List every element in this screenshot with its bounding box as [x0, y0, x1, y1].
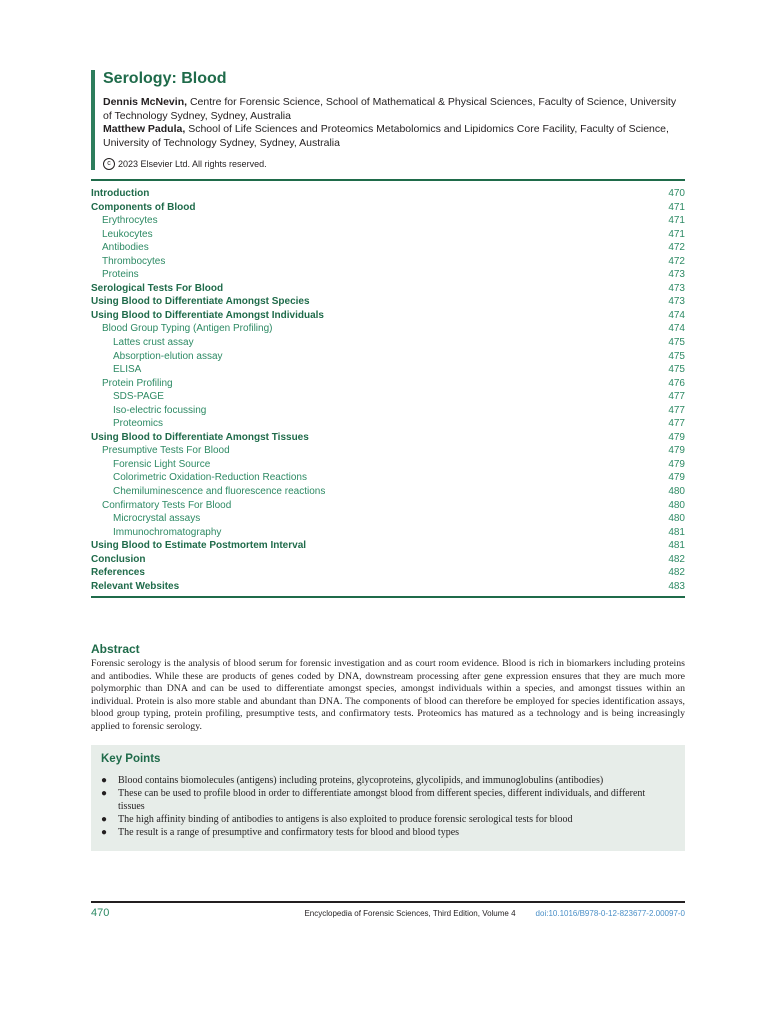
author-affiliation: Centre for Forensic Science, School of Mathematical & Physical Sciences, Faculty of Science, University of Technology Sydney, Sydney, Australia	[103, 96, 677, 122]
toc-entry-page[interactable]: 475	[668, 364, 685, 376]
key-point-item	[101, 813, 673, 826]
toc-entry-label[interactable]: Erythrocytes	[102, 215, 158, 227]
toc-entry-label[interactable]: Immunochromatography	[113, 526, 222, 538]
toc-entry-label[interactable]: Chemiluminescence and fluorescence reactions	[113, 486, 326, 498]
article-header	[91, 70, 685, 170]
toc-entry-page[interactable]: 482	[668, 553, 685, 565]
toc-entry-label[interactable]: SDS-PAGE	[113, 391, 164, 403]
toc-entry[interactable]	[91, 499, 685, 513]
toc-entry-page[interactable]: 476	[668, 377, 685, 389]
toc-entry-page[interactable]: 473	[668, 296, 685, 308]
toc-entry-page[interactable]: 480	[668, 486, 685, 498]
toc-entry-label[interactable]: Forensic Light Source	[113, 458, 211, 470]
toc-entry-label[interactable]: Colorimetric Oxidation-Reduction Reactions	[113, 472, 307, 484]
article-title: Serology: Blood	[103, 70, 227, 87]
toc-entry-page[interactable]: 477	[668, 404, 685, 416]
key-point-text: The high affinity binding of antibodies to antigens is also exploited to produce forensic serological tests for blood	[118, 814, 573, 825]
page-footer	[91, 901, 685, 919]
key-points-heading: Key Points	[101, 753, 161, 765]
bullet-icon: ●	[101, 788, 108, 799]
toc-entry-label[interactable]: Using Blood to Estimate Postmortem Interval	[91, 540, 307, 552]
toc-entry-page[interactable]: 479	[668, 458, 685, 470]
toc-entry-page[interactable]: 477	[668, 391, 685, 403]
toc-entry-label[interactable]: Thrombocytes	[102, 255, 166, 267]
toc-entry[interactable]	[91, 458, 685, 472]
toc-entry-label[interactable]: Introduction	[91, 188, 150, 199]
toc-entry[interactable]	[91, 431, 685, 445]
toc-entry-label[interactable]: Confirmatory Tests For Blood	[102, 499, 232, 511]
key-point-item	[101, 787, 673, 813]
toc-entry-page[interactable]: 479	[668, 472, 685, 484]
toc-entry-label[interactable]: Presumptive Tests For Blood	[102, 445, 230, 457]
toc-entry-label[interactable]: Microcrystal assays	[113, 513, 201, 525]
toc-entry-page[interactable]: 475	[668, 337, 685, 349]
toc-entry-page[interactable]: 471	[668, 228, 685, 240]
toc-entry-page[interactable]: 472	[668, 255, 685, 267]
toc-entry-page[interactable]: 471	[668, 215, 685, 227]
copyright-line	[103, 158, 685, 170]
toc-entry-page[interactable]: 477	[668, 418, 685, 430]
toc-entry[interactable]	[91, 539, 685, 553]
key-point-item	[101, 826, 673, 839]
toc-entry-label[interactable]: Using Blood to Differentiate Amongst Species	[91, 296, 310, 308]
toc-entry-page[interactable]: 470	[668, 188, 685, 199]
toc-entry-label[interactable]: Absorption-elution assay	[113, 350, 223, 362]
toc-entry-page[interactable]: 479	[668, 431, 685, 443]
toc-entry-label[interactable]: Antibodies	[102, 242, 149, 254]
toc-entry-label[interactable]: Using Blood to Differentiate Amongst Tissues	[91, 431, 309, 443]
toc-entry-label[interactable]: Relevant Websites	[91, 580, 180, 592]
key-points-list	[101, 774, 673, 839]
author-name: Matthew Padula,	[103, 123, 186, 135]
page-number: 470	[91, 907, 110, 919]
toc-entry-label[interactable]: Lattes crust assay	[113, 337, 194, 349]
author-affiliation: School of Life Sciences and Proteomics Metabolomics and Lipidomics Core Facility, Faculty of Science, University of Technology Sydney, Sydney, Australia	[103, 123, 669, 149]
toc-entry-label[interactable]: Conclusion	[91, 553, 146, 565]
toc-entry[interactable]	[91, 255, 685, 269]
author-2	[103, 123, 685, 150]
journal-citation: Encyclopedia of Forensic Sciences, Third Edition, Volume 4	[304, 909, 516, 918]
toc-entry-label[interactable]: Components of Blood	[91, 201, 196, 213]
toc-entry[interactable]	[91, 309, 685, 323]
abstract-heading: Abstract	[91, 642, 140, 656]
bullet-icon: ●	[101, 827, 108, 838]
toc-entry[interactable]	[91, 282, 685, 296]
toc-entry-label[interactable]: Protein Profiling	[102, 377, 173, 389]
toc-entry-page[interactable]: 473	[668, 282, 685, 294]
toc-entry[interactable]	[91, 336, 685, 350]
copyright-text: 2023 Elsevier Ltd. All rights reserved.	[118, 159, 267, 169]
doi-link[interactable]: doi:10.1016/B978-0-12-823677-2.00097-0	[535, 909, 685, 918]
toc-entry[interactable]	[91, 512, 685, 526]
toc-entry-label[interactable]: Serological Tests For Blood	[91, 282, 224, 294]
toc-entry-page[interactable]: 483	[668, 580, 685, 592]
toc-entry[interactable]	[91, 580, 685, 594]
toc-entry-page[interactable]: 482	[668, 567, 685, 579]
toc-entry[interactable]	[91, 566, 685, 580]
toc-entry[interactable]	[91, 201, 685, 215]
toc-entry-page[interactable]: 473	[668, 269, 685, 281]
toc-entry-page[interactable]: 480	[668, 499, 685, 511]
key-point-text: The result is a range of presumptive and confirmatory tests for blood and blood types	[118, 827, 460, 838]
abstract-text: Forensic serology is the analysis of blood serum for forensic investigation and as court room evidence. Blood is rich in biomarkers including proteins and antibodies. While these are products of genes coded by DNA, downstream processing after gene expression ensures that they are much more polymorphic than DNA and can be used to differentiate amongst species, amongst individuals within a species, and amongst tissues within an individual. Protein is also more stable and abundant than DNA. The components of blood can therefore be employed for species identification assays, blood group typing, protein profiling, presumptive tests, and confirmatory tests. Proteomics has matured as a technology and is being increasingly applied to forensic serology.	[91, 658, 685, 732]
abstract-section	[91, 642, 685, 734]
toc-entry-label[interactable]: Leukocytes	[102, 228, 153, 240]
author-1	[103, 96, 685, 123]
toc-entry[interactable]	[91, 471, 685, 485]
toc-entry-page[interactable]: 481	[668, 526, 685, 538]
bullet-icon: ●	[101, 775, 108, 786]
toc-entry-page[interactable]: 479	[668, 445, 685, 457]
toc-entry[interactable]	[91, 228, 685, 242]
toc-entry-page[interactable]: 481	[668, 540, 685, 552]
header-accent-bar	[91, 70, 95, 170]
copyright-icon: c	[103, 158, 115, 170]
toc-entry-label[interactable]: References	[91, 567, 145, 579]
toc-entry[interactable]	[91, 553, 685, 567]
toc-entry[interactable]	[91, 295, 685, 309]
toc-entry[interactable]	[91, 214, 685, 228]
toc-entry[interactable]	[91, 268, 685, 282]
toc-entry[interactable]	[91, 350, 685, 364]
toc-entry[interactable]	[91, 485, 685, 499]
toc-entry-label[interactable]: Iso-electric focussing	[113, 404, 207, 416]
toc-entry-page[interactable]: 474	[668, 309, 685, 321]
toc-entry[interactable]	[91, 417, 685, 431]
author-name: Dennis McNevin,	[103, 96, 188, 108]
toc-entry-page[interactable]: 475	[668, 350, 685, 362]
toc-entry[interactable]	[91, 363, 685, 377]
toc-entry-page[interactable]: 474	[668, 323, 685, 335]
toc-entry-label[interactable]: Blood Group Typing (Antigen Profiling)	[102, 323, 273, 335]
toc-entry[interactable]	[91, 187, 685, 201]
toc-entry-label[interactable]: Proteomics	[113, 418, 164, 430]
toc-entry[interactable]	[91, 404, 685, 418]
bullet-icon: ●	[101, 814, 108, 825]
toc-entry-page[interactable]: 480	[668, 513, 685, 525]
table-of-contents	[91, 179, 685, 598]
toc-entry[interactable]	[91, 241, 685, 255]
toc-entry-page[interactable]: 471	[668, 201, 685, 213]
toc-entry-label[interactable]: Proteins	[102, 269, 139, 281]
key-point-text: Blood contains biomolecules (antigens) including proteins, glycoproteins, glycolipids, and immunoglobulins (antibodies)	[118, 775, 604, 786]
toc-entry-label[interactable]: ELISA	[113, 364, 142, 376]
key-point-text: These can be used to profile blood in order to differentiate amongst blood from different species, different individuals, and different tissues	[118, 788, 646, 812]
toc-entry[interactable]	[91, 444, 685, 458]
key-point-item	[101, 774, 673, 787]
toc-entry[interactable]	[91, 377, 685, 391]
toc-entry-label[interactable]: Using Blood to Differentiate Amongst Individuals	[91, 309, 324, 321]
toc-entry-page[interactable]: 472	[668, 242, 685, 254]
toc-entry[interactable]	[91, 526, 685, 540]
key-points-box	[91, 745, 685, 851]
toc-entry[interactable]	[91, 390, 685, 404]
toc-entry[interactable]	[91, 322, 685, 336]
